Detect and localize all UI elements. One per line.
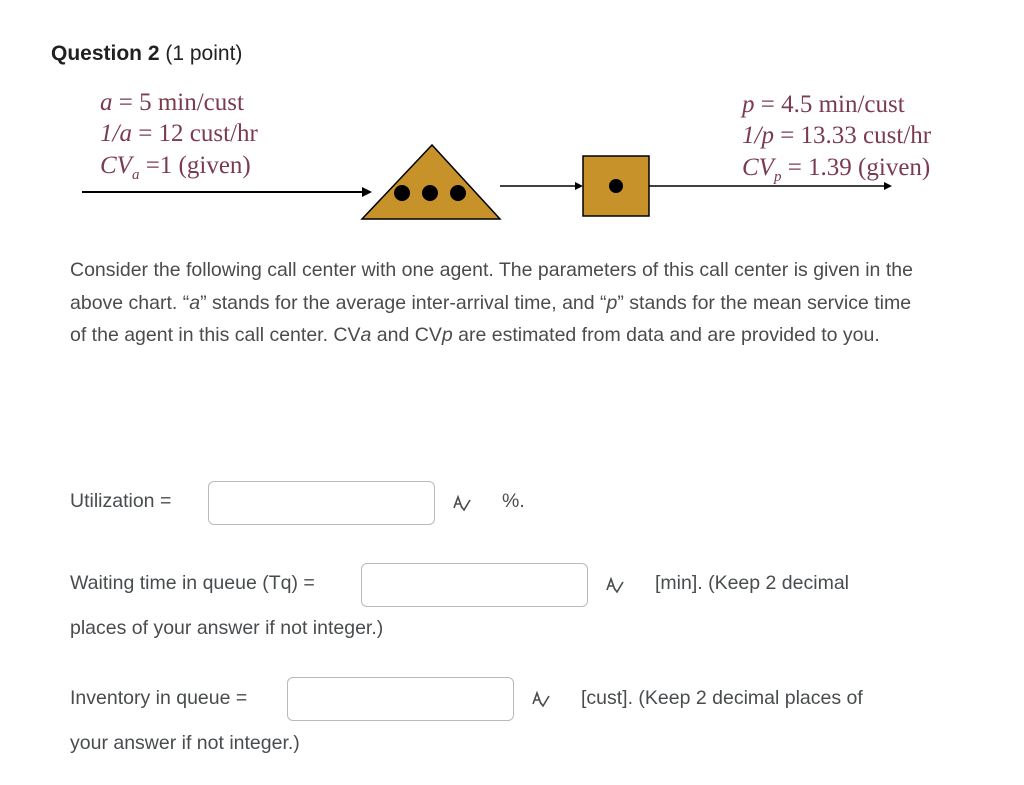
inventory-input[interactable] bbox=[287, 677, 514, 721]
question-description: Consider the following call center with one agent. The parameters of this call center is given in the above chart. “a” stands for the average inter-arrival time, and “p” stands for the mean service time of the agent in this call center. CVa and CVp are estimated from data and are provided to you. bbox=[70, 259, 913, 346]
waiting-time-label: Waiting time in queue (Tq) = bbox=[70, 572, 315, 594]
waiting-time-unit: [min]. (Keep 2 decimal bbox=[655, 572, 850, 594]
queue-to-server-arrow bbox=[500, 182, 583, 190]
inventory-note: your answer if not integer.) bbox=[70, 732, 300, 754]
process-flow-diagram bbox=[0, 0, 1024, 240]
service-param-line-1: p = 4.5 min/cust bbox=[742, 91, 905, 118]
departure-arrow bbox=[649, 182, 892, 190]
server-item bbox=[609, 179, 623, 193]
queue-item bbox=[394, 185, 410, 201]
arrival-param-line-2: 1/a = 12 cust/hr bbox=[100, 120, 258, 147]
waiting-time-note: places of your answer if not integer.) bbox=[70, 617, 384, 639]
question-points: (1 point) bbox=[165, 42, 243, 65]
inventory-label: Inventory in queue = bbox=[70, 687, 248, 709]
spell-check-icon[interactable] bbox=[605, 575, 625, 595]
spell-check-icon[interactable] bbox=[452, 493, 472, 513]
utilization-unit: %. bbox=[502, 490, 525, 512]
queue-triangle bbox=[362, 145, 500, 219]
inventory-unit: [cust]. (Keep 2 decimal places of bbox=[581, 687, 863, 709]
arrival-param-line-1: a = 5 min/cust bbox=[100, 89, 244, 116]
queue-item bbox=[422, 185, 438, 201]
service-param-line-2: 1/p = 13.33 cust/hr bbox=[742, 122, 932, 149]
waiting-time-input[interactable] bbox=[361, 563, 588, 607]
server-box bbox=[583, 156, 649, 216]
spell-check-icon[interactable] bbox=[531, 689, 551, 709]
queue-item bbox=[450, 185, 466, 201]
arrival-arrow bbox=[82, 187, 372, 197]
arrival-param-line-3: $CV_a =1$ (given) bbox=[100, 152, 251, 183]
service-param-line-3: $CV_p = 1.39$ (given) bbox=[742, 154, 931, 185]
utilization-label: Utilization = bbox=[70, 490, 172, 512]
utilization-input[interactable] bbox=[208, 481, 435, 525]
question-number: Question 2 bbox=[51, 42, 160, 65]
